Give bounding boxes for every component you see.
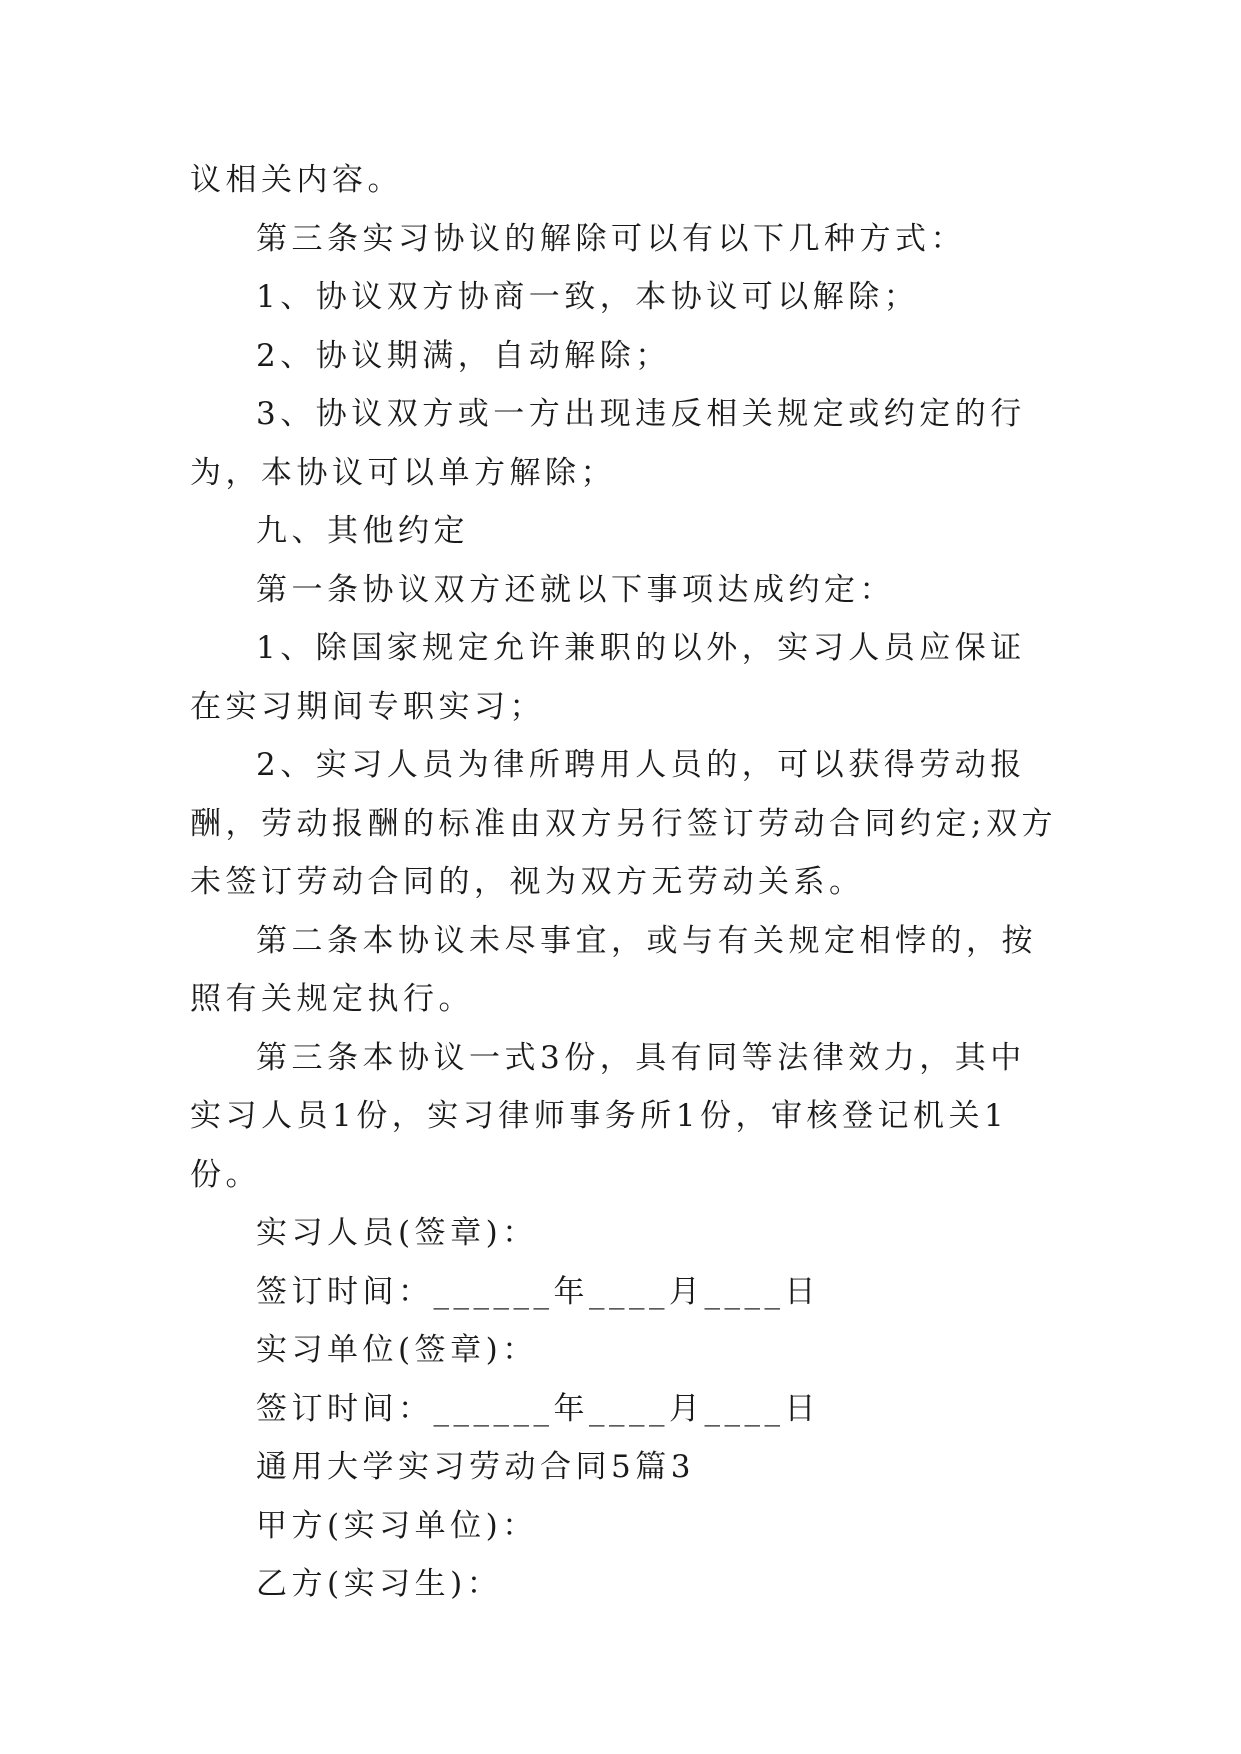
paragraph-continuation: 议相关内容。 bbox=[190, 162, 403, 198]
agreement-item-2: 2、实习人员为律所聘用人员的，可以获得劳动报酬，劳动报酬的标准由双方另行签订劳动合同约定;双方未签订劳动合同的，视为双方无劳动关系。 bbox=[190, 747, 1057, 900]
article-three-copies: 第三条本协议一式3份，具有同等法律效力，其中实习人员1份，实习律师事务所1份，审核登记机关1份。 bbox=[190, 1039, 1026, 1193]
document-section-title: 通用大学实习劳动合同5篇3 bbox=[256, 1449, 695, 1485]
party-b-label: 乙方(实习生)： bbox=[256, 1566, 503, 1602]
signature-intern: 实习人员(签章)： bbox=[256, 1215, 538, 1251]
list-item-1: 1、协议双方协商一致，本协议可以解除； bbox=[256, 279, 920, 315]
list-item-2: 2、协议期满，自动解除； bbox=[256, 337, 671, 374]
agreement-item-1: 1、除国家规定允许兼职的以外，实习人员应保证在实习期间专职实习； bbox=[190, 630, 1026, 725]
section-heading-other: 九、其他约定 bbox=[256, 513, 469, 549]
signature-unit: 实习单位(签章)： bbox=[256, 1332, 538, 1368]
article-two: 第二条本协议未尽事宜，或与有关规定相悖的，按照有关规定执行。 bbox=[190, 922, 1037, 1017]
article-one-agreement: 第一条协议双方还就以下事项达成约定： bbox=[256, 571, 895, 608]
list-item-3: 3、协议双方或一方出现违反相关规定或约定的行为，本协议可以单方解除； bbox=[190, 396, 1026, 491]
article-three-termination: 第三条实习协议的解除可以有以下几种方式： bbox=[256, 220, 966, 257]
signing-date-intern: 签订时间：______年____月____日 bbox=[256, 1273, 820, 1310]
document-body bbox=[190, 151, 1060, 1614]
party-a-label: 甲方(实习单位)： bbox=[256, 1507, 538, 1544]
signing-date-unit: 签订时间：______年____月____日 bbox=[256, 1390, 820, 1427]
